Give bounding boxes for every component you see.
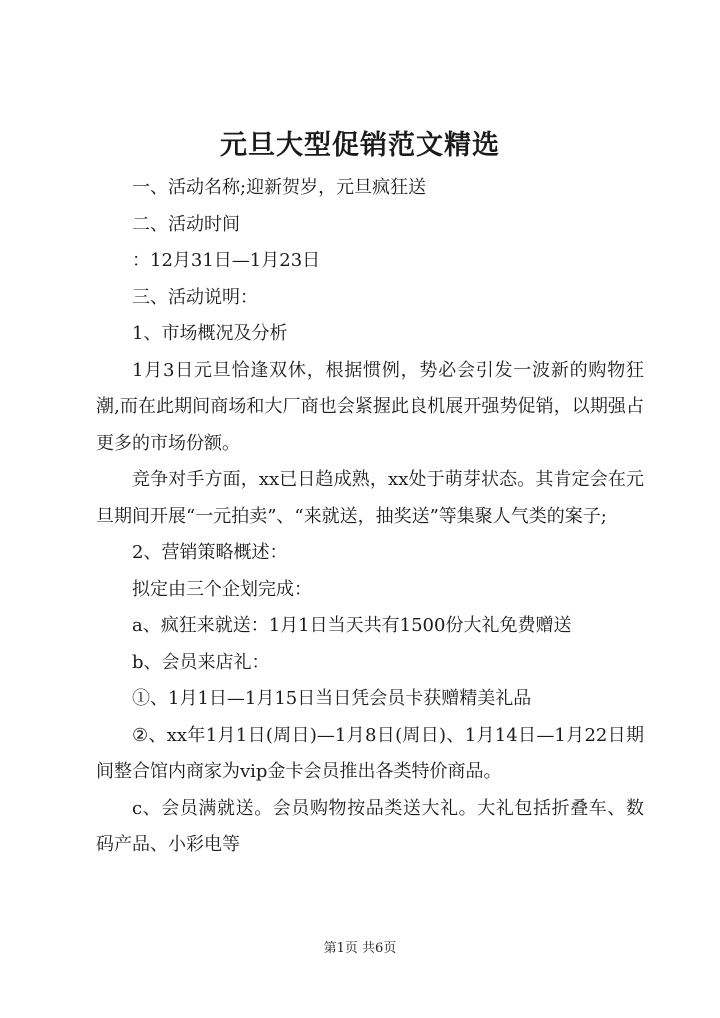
paragraph: b、会员来店礼： — [132, 651, 270, 673]
paragraph: 1月3日元旦恰逢双休，根据惯例，势必会引发一波新的购物狂潮,而在此期间商场和大厂商也会紧握此良机展开强势促销，以期强占更多的市场份额。 — [96, 359, 644, 454]
paragraph: 1、市场概况及分析 — [132, 323, 288, 344]
page-number-footer: 第1页 共6页 — [323, 941, 397, 956]
paragraph: c、会员满就送。会员购物按品类送大礼。大礼包括折叠车、数码产品、小彩电等 — [96, 797, 644, 855]
paragraph: 拟定由三个企划完成： — [132, 578, 312, 600]
document-title: 元旦大型促销范文精选 — [220, 130, 500, 161]
paragraph: a、疯狂来就送：1月1日当天共有1500份大礼免费赠送 — [132, 615, 572, 636]
paragraph: 三、活动说明： — [132, 286, 258, 308]
paragraph: 竞争对手方面，xx已日趋成熟，xx处于萌芽状态。其肯定会在元旦期间开展“一元拍卖”、“来就送，抽奖送”等集聚人气类的案子; — [96, 469, 644, 527]
paragraph: ：12月31日—1月23日 — [132, 250, 321, 271]
paragraph: 2、营销策略概述： — [132, 542, 288, 563]
paragraph: ①、1月1日—1月15日当日凭会员卡获赠精美礼品 — [132, 688, 532, 709]
paragraph: ②、xx年1月1日(周日)—1月8日(周日)、1月14日—1月22日期间整合馆内商家为vip金卡会员推出各类特价商品。 — [96, 724, 644, 782]
paragraph: 一、活动名称;迎新贺岁，元旦疯狂送 — [132, 177, 427, 198]
document-body — [96, 170, 644, 864]
paragraph: 二、活动时间 — [132, 213, 240, 235]
